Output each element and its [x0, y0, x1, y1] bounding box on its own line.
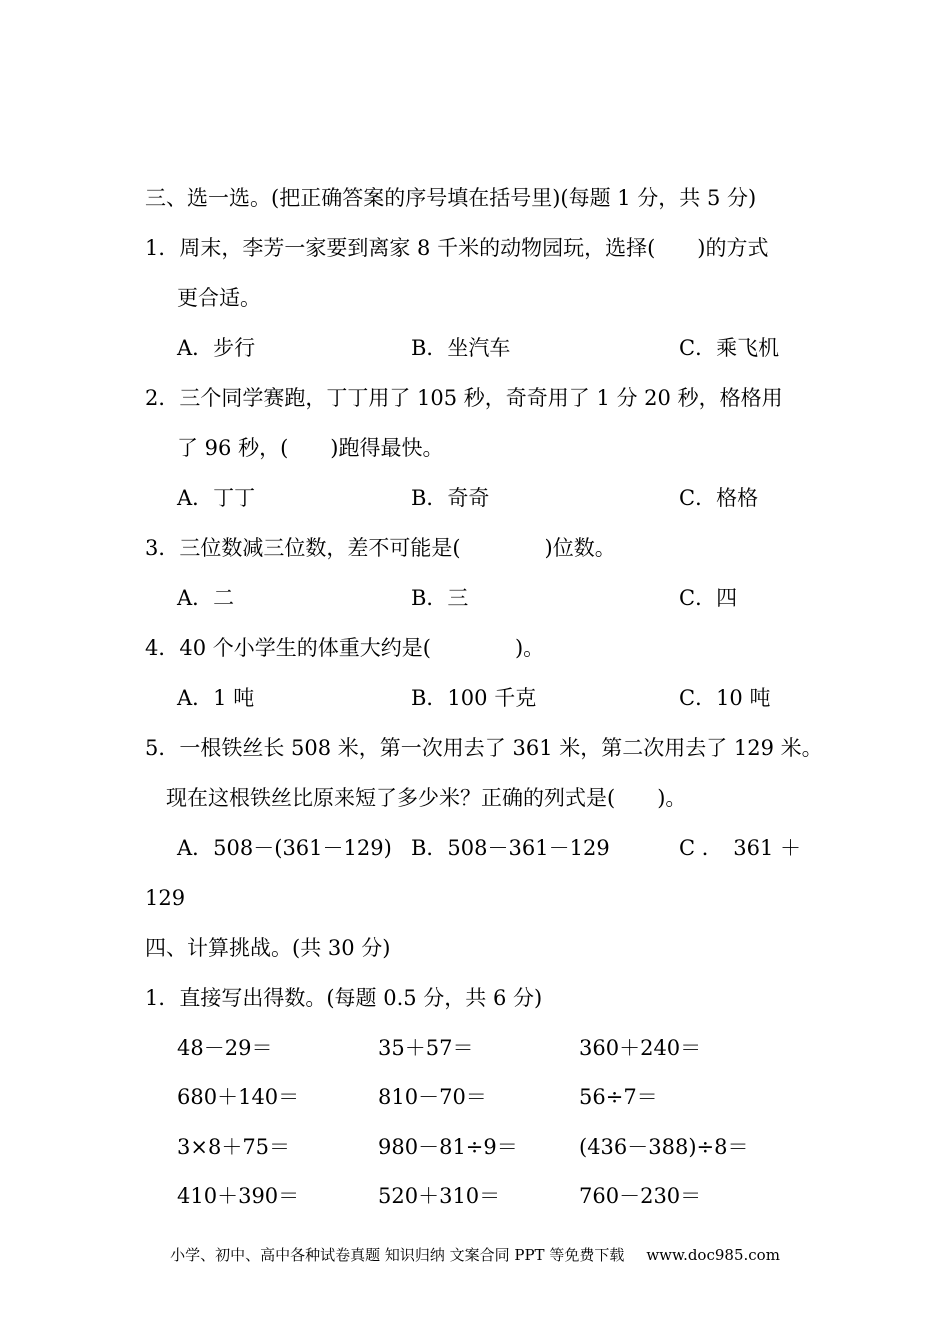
calc-item: 410＋390＝	[177, 1184, 300, 1208]
calc-item: 360＋240＝	[579, 1036, 702, 1060]
q5-line1: 5．一根铁丝长 508 米，第一次用去了 361 米，第二次用去了 129 米。	[145, 736, 823, 760]
q5-option-c: C ． 361 ＋	[679, 836, 802, 860]
calc-item: 980－81÷9＝	[378, 1135, 518, 1159]
q5-option-a: A．508－(361－129)	[177, 836, 392, 860]
q2-option-c: C．格格	[679, 486, 759, 510]
q5-line2: 现在这根铁丝比原来短了多少米？正确的列式是( )。	[166, 786, 687, 810]
calc-item: 520＋310＝	[378, 1184, 501, 1208]
q1-line2: 更合适。	[177, 286, 261, 310]
calc-item: 35＋57＝	[378, 1036, 474, 1060]
q3-option-c: C．四	[679, 586, 738, 610]
q1-option-a: A．步行	[177, 336, 256, 360]
q2-line2: 了 96 秒，( )跑得最快。	[177, 436, 444, 460]
section3-title: 三、选一选。(把正确答案的序号填在括号里)(每题 1 分，共 5 分)	[145, 186, 757, 210]
calc-item: 680＋140＝	[177, 1085, 300, 1109]
q1-option-c: C．乘飞机	[679, 336, 780, 360]
q4-option-b: B．100 千克	[411, 686, 537, 710]
q3-line1: 3．三位数减三位数，差不可能是( )位数。	[145, 536, 616, 560]
q4-line1: 4．40 个小学生的体重大约是( )。	[145, 636, 545, 660]
q5-option-c-wrap: 129	[145, 886, 186, 910]
calc-item: 760－230＝	[579, 1184, 702, 1208]
q2-option-a: A．丁丁	[177, 486, 256, 510]
footer-url[interactable]: www.doc985.com	[646, 1246, 780, 1264]
q4-option-c: C．10 吨	[679, 686, 771, 710]
page-footer	[0, 1243, 950, 1267]
q5-option-b: B．508－361－129	[411, 836, 610, 860]
footer-text: 小学、初中、高中各种试卷真题 知识归纳 文案合同 PPT 等免费下载	[170, 1246, 625, 1264]
q4-option-a: A．1 吨	[177, 686, 255, 710]
calc-item: 48－29＝	[177, 1036, 273, 1060]
calc-item: 56÷7＝	[579, 1085, 658, 1109]
q3-option-b: B．三	[411, 586, 469, 610]
calc-item: 3×8＋75＝	[177, 1135, 291, 1159]
calc-item: 810－70＝	[378, 1085, 487, 1109]
q3-option-a: A．二	[177, 586, 235, 610]
section4-q1-title: 1．直接写出得数。(每题 0.5 分，共 6 分)	[145, 986, 543, 1010]
calc-item: (436－388)÷8＝	[579, 1135, 749, 1159]
q1-line1: 1．周末，李芳一家要到离家 8 千米的动物园玩，选择( )的方式	[145, 236, 769, 260]
q2-option-b: B．奇奇	[411, 486, 490, 510]
q2-line1: 2．三个同学赛跑，丁丁用了 105 秒，奇奇用了 1 分 20 秒，格格用	[145, 386, 783, 410]
q1-option-b: B．坐汽车	[411, 336, 511, 360]
section4-title: 四、计算挑战。(共 30 分)	[145, 936, 391, 960]
